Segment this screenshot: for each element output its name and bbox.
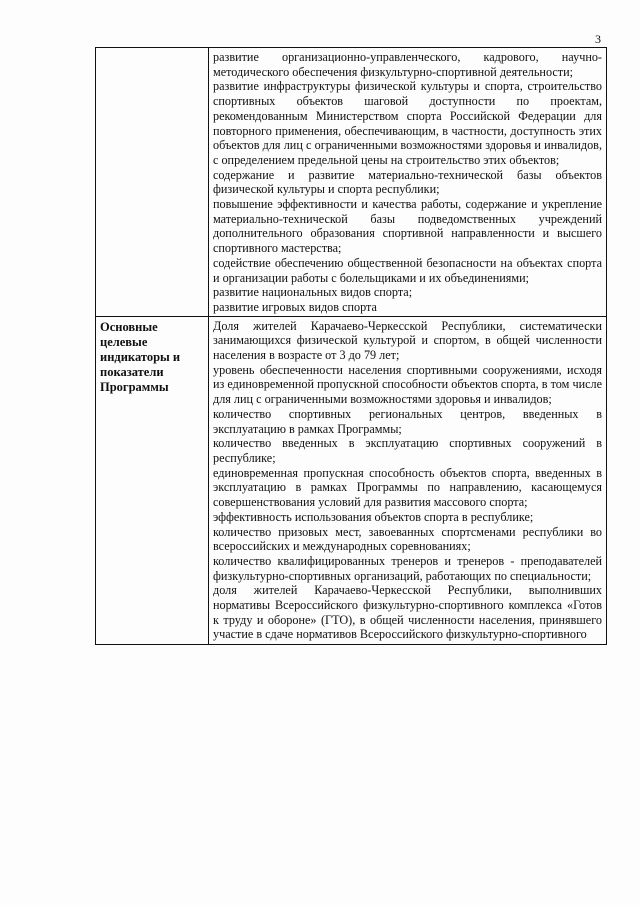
row-label-empty bbox=[96, 48, 209, 317]
page-number: 3 bbox=[595, 32, 601, 46]
list-item: единовременная пропускная способность объектов спорта, введенных в эксплуатацию в рамках Программы по направлению, касающемуся совершенствования условий для развития массового спорта; bbox=[213, 465, 602, 510]
list-item: повышение эффективности и качества работы, содержание и укрепление материально-технической базы подведомственных учреждений дополнительного образования спортивной направленности и высшего спортивного мастерства; bbox=[213, 197, 602, 256]
table-row-objectives bbox=[96, 48, 607, 317]
list-item: развитие игровых видов спорта bbox=[213, 299, 377, 314]
list-item: эффективность использования объектов спорта в республике; bbox=[213, 509, 534, 524]
list-item: развитие организационно-управленческого, кадрового, научно-методического обеспечения физкультурно-спортивной деятельности; bbox=[213, 50, 602, 79]
list-item: уровень обеспеченности населения спортивными сооружениями, исходя из единовременной пропускной способности объектов спорта, в том числе для лиц с ограниченными возможностями здоровья и инвалидов; bbox=[213, 362, 602, 407]
table-row-indicators bbox=[96, 316, 607, 644]
row-label-indicators: Основные целевые индикаторы и показатели Программы bbox=[96, 316, 209, 644]
objectives-cell bbox=[209, 48, 607, 317]
indicators-cell bbox=[209, 316, 607, 644]
list-item: содействие обеспечению общественной безопасности на объектах спорта и организации работы с болельщиками и их объединениями; bbox=[213, 255, 602, 285]
list-item: количество введенных в эксплуатацию спортивных сооружений в республике; bbox=[213, 436, 602, 465]
list-item: Доля жителей Карачаево-Черкесской Республики, систематически занимающихся физической культурой и спортом, в общей численности населения в возрасте от 3 до 79 лет; bbox=[213, 318, 602, 363]
list-item: доля жителей Карачаево-Черкесской Республики, выполнивших нормативы Всероссийского физкультурно-спортивного комплекса «Готов к труду и обороне» (ГТО), в общей численности населения, принявшего участие в сдаче нормативов Всероссийского физкультурно-спортивного bbox=[213, 583, 602, 642]
list-item: количество спортивных региональных центров, введенных в эксплуатацию в рамках Программы; bbox=[213, 406, 602, 436]
list-item: развитие инфраструктуры физической культуры и спорта, строительство спортивных объектов шаговой доступности по проектам, рекомендованным Министерством спорта Российской Федерации для повторного применения, обеспечивающим, в частности, доступность этих объектов для лиц с ограниченными возможностями здоровья и инвалидов, с определением предельной цены на строительство этих объектов; bbox=[213, 79, 602, 167]
list-item: содержание и развитие материально-технической базы объектов физической культуры и спорта республики; bbox=[213, 167, 602, 197]
list-item: количество призовых мест, завоеванных спортсменами республики во всероссийских и международных соревнованиях; bbox=[213, 524, 602, 554]
program-passport-table bbox=[95, 47, 607, 645]
list-item: количество квалифицированных тренеров и тренеров - преподавателей физкультурно-спортивных организаций, работающих по специальности; bbox=[213, 553, 602, 583]
list-item: развитие национальных видов спорта; bbox=[213, 285, 413, 300]
